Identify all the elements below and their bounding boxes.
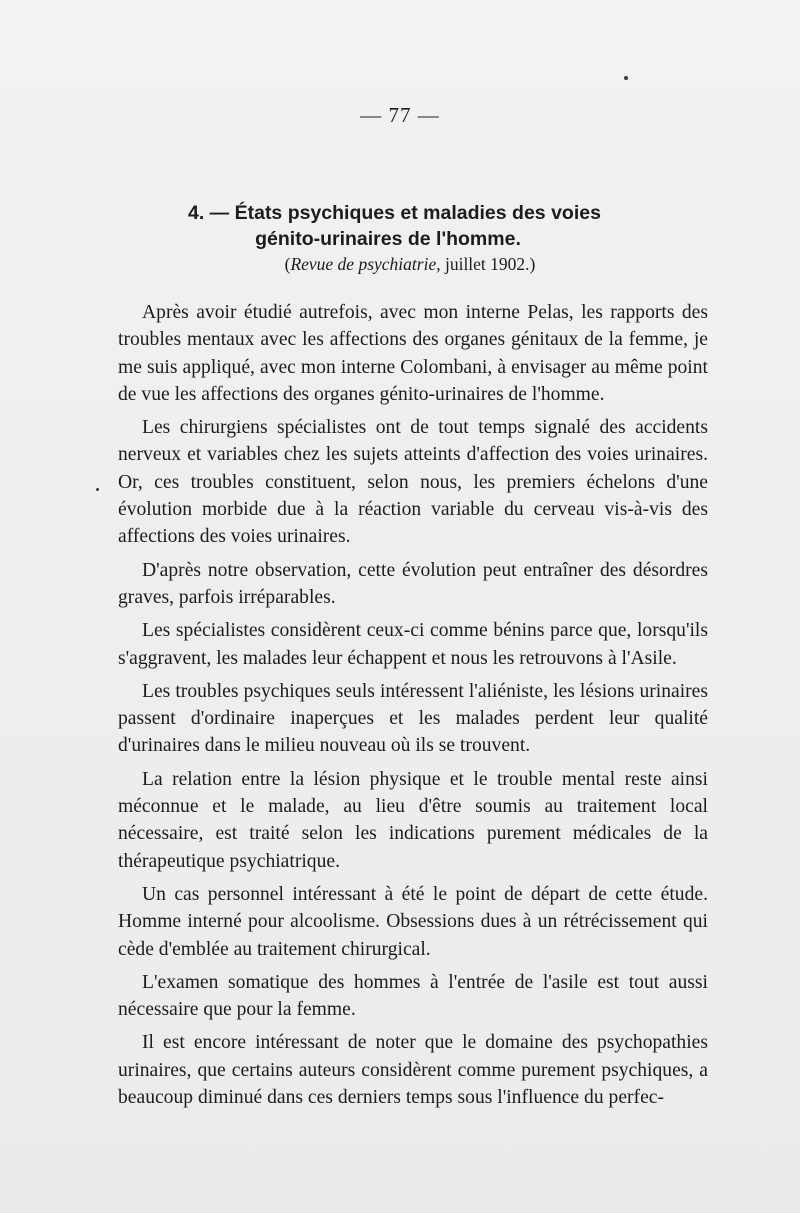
- page-number: — 77 —: [360, 103, 440, 127]
- journal-name: Revue de psychiatrie,: [290, 254, 441, 274]
- ink-speck: [624, 76, 628, 80]
- paragraph: Les chirurgiens spécialistes ont de tout temps signalé des accidents nerveux et variables chez les sujets atteints d'affection des voies urinaires. Or, ces troubles constituent, selon nous, les premiers échelons d'une évolution morbide due à la réaction variable du cerveau vis-à-vis des affections des voies urinaires.: [118, 417, 708, 548]
- section-heading-line-2: génito-urinaires de l'homme.: [255, 228, 521, 250]
- section-heading-line-1: 4. — États psychiques et maladies des voies: [188, 202, 601, 224]
- ink-speck: [96, 488, 99, 491]
- section-heading: [188, 200, 648, 252]
- publication-date: juillet 1902.: [444, 254, 530, 274]
- paragraph: Il est encore intéressant de noter que le domaine des psychopathies urinaires, que certains auteurs considèrent comme purement psychiques, a beaucoup diminué dans ces derniers temps sous l'influence du perfec-: [118, 1032, 708, 1109]
- paragraph: Les troubles psychiques seuls intéressent l'aliéniste, les lésions urinaires passent d'ordinaire inaperçues et les malades perdent leur qualité d'urinaires dans le milieu nouveau où ils se trouvent.: [118, 680, 708, 757]
- paragraph: Après avoir étudié autrefois, avec mon interne Pelas, les rapports des troubles mentaux avec les affections des organes génitaux de la femme, je me suis appliqué, avec mon interne Colombani, à envisager au même point de vue les affections des organes génito-urinaires de l'homme.: [118, 302, 708, 405]
- source-citation: (Revue de psychiatrie, juillet 1902.): [284, 254, 536, 274]
- paragraph: Les spécialistes considèrent ceux-ci comme bénins parce que, lorsqu'ils s'aggravent, les malades leur échappent et nous les retrouvons à l'Asile.: [118, 620, 708, 669]
- paragraph: La relation entre la lésion physique et le trouble mental reste ainsi méconnue et le malade, au lieu d'être soumis au traitement local nécessaire, est traité selon les indications purement médicales de la thérapeutique psychiatrique.: [118, 768, 708, 872]
- paragraph: Un cas personnel intéressant à été le point de départ de cette étude. Homme interné pour alcoolisme. Obsessions dues à un rétrécissement qui cède d'emblée au traitement chirurgical.: [118, 883, 708, 960]
- paragraph: L'examen somatique des hommes à l'entrée de l'asile est tout aussi nécessaire que pour la femme.: [118, 971, 708, 1021]
- paragraph: D'après notre observation, cette évolution peut entraîner des désordres graves, parfois irréparables.: [118, 559, 708, 608]
- body-text: [118, 299, 708, 1117]
